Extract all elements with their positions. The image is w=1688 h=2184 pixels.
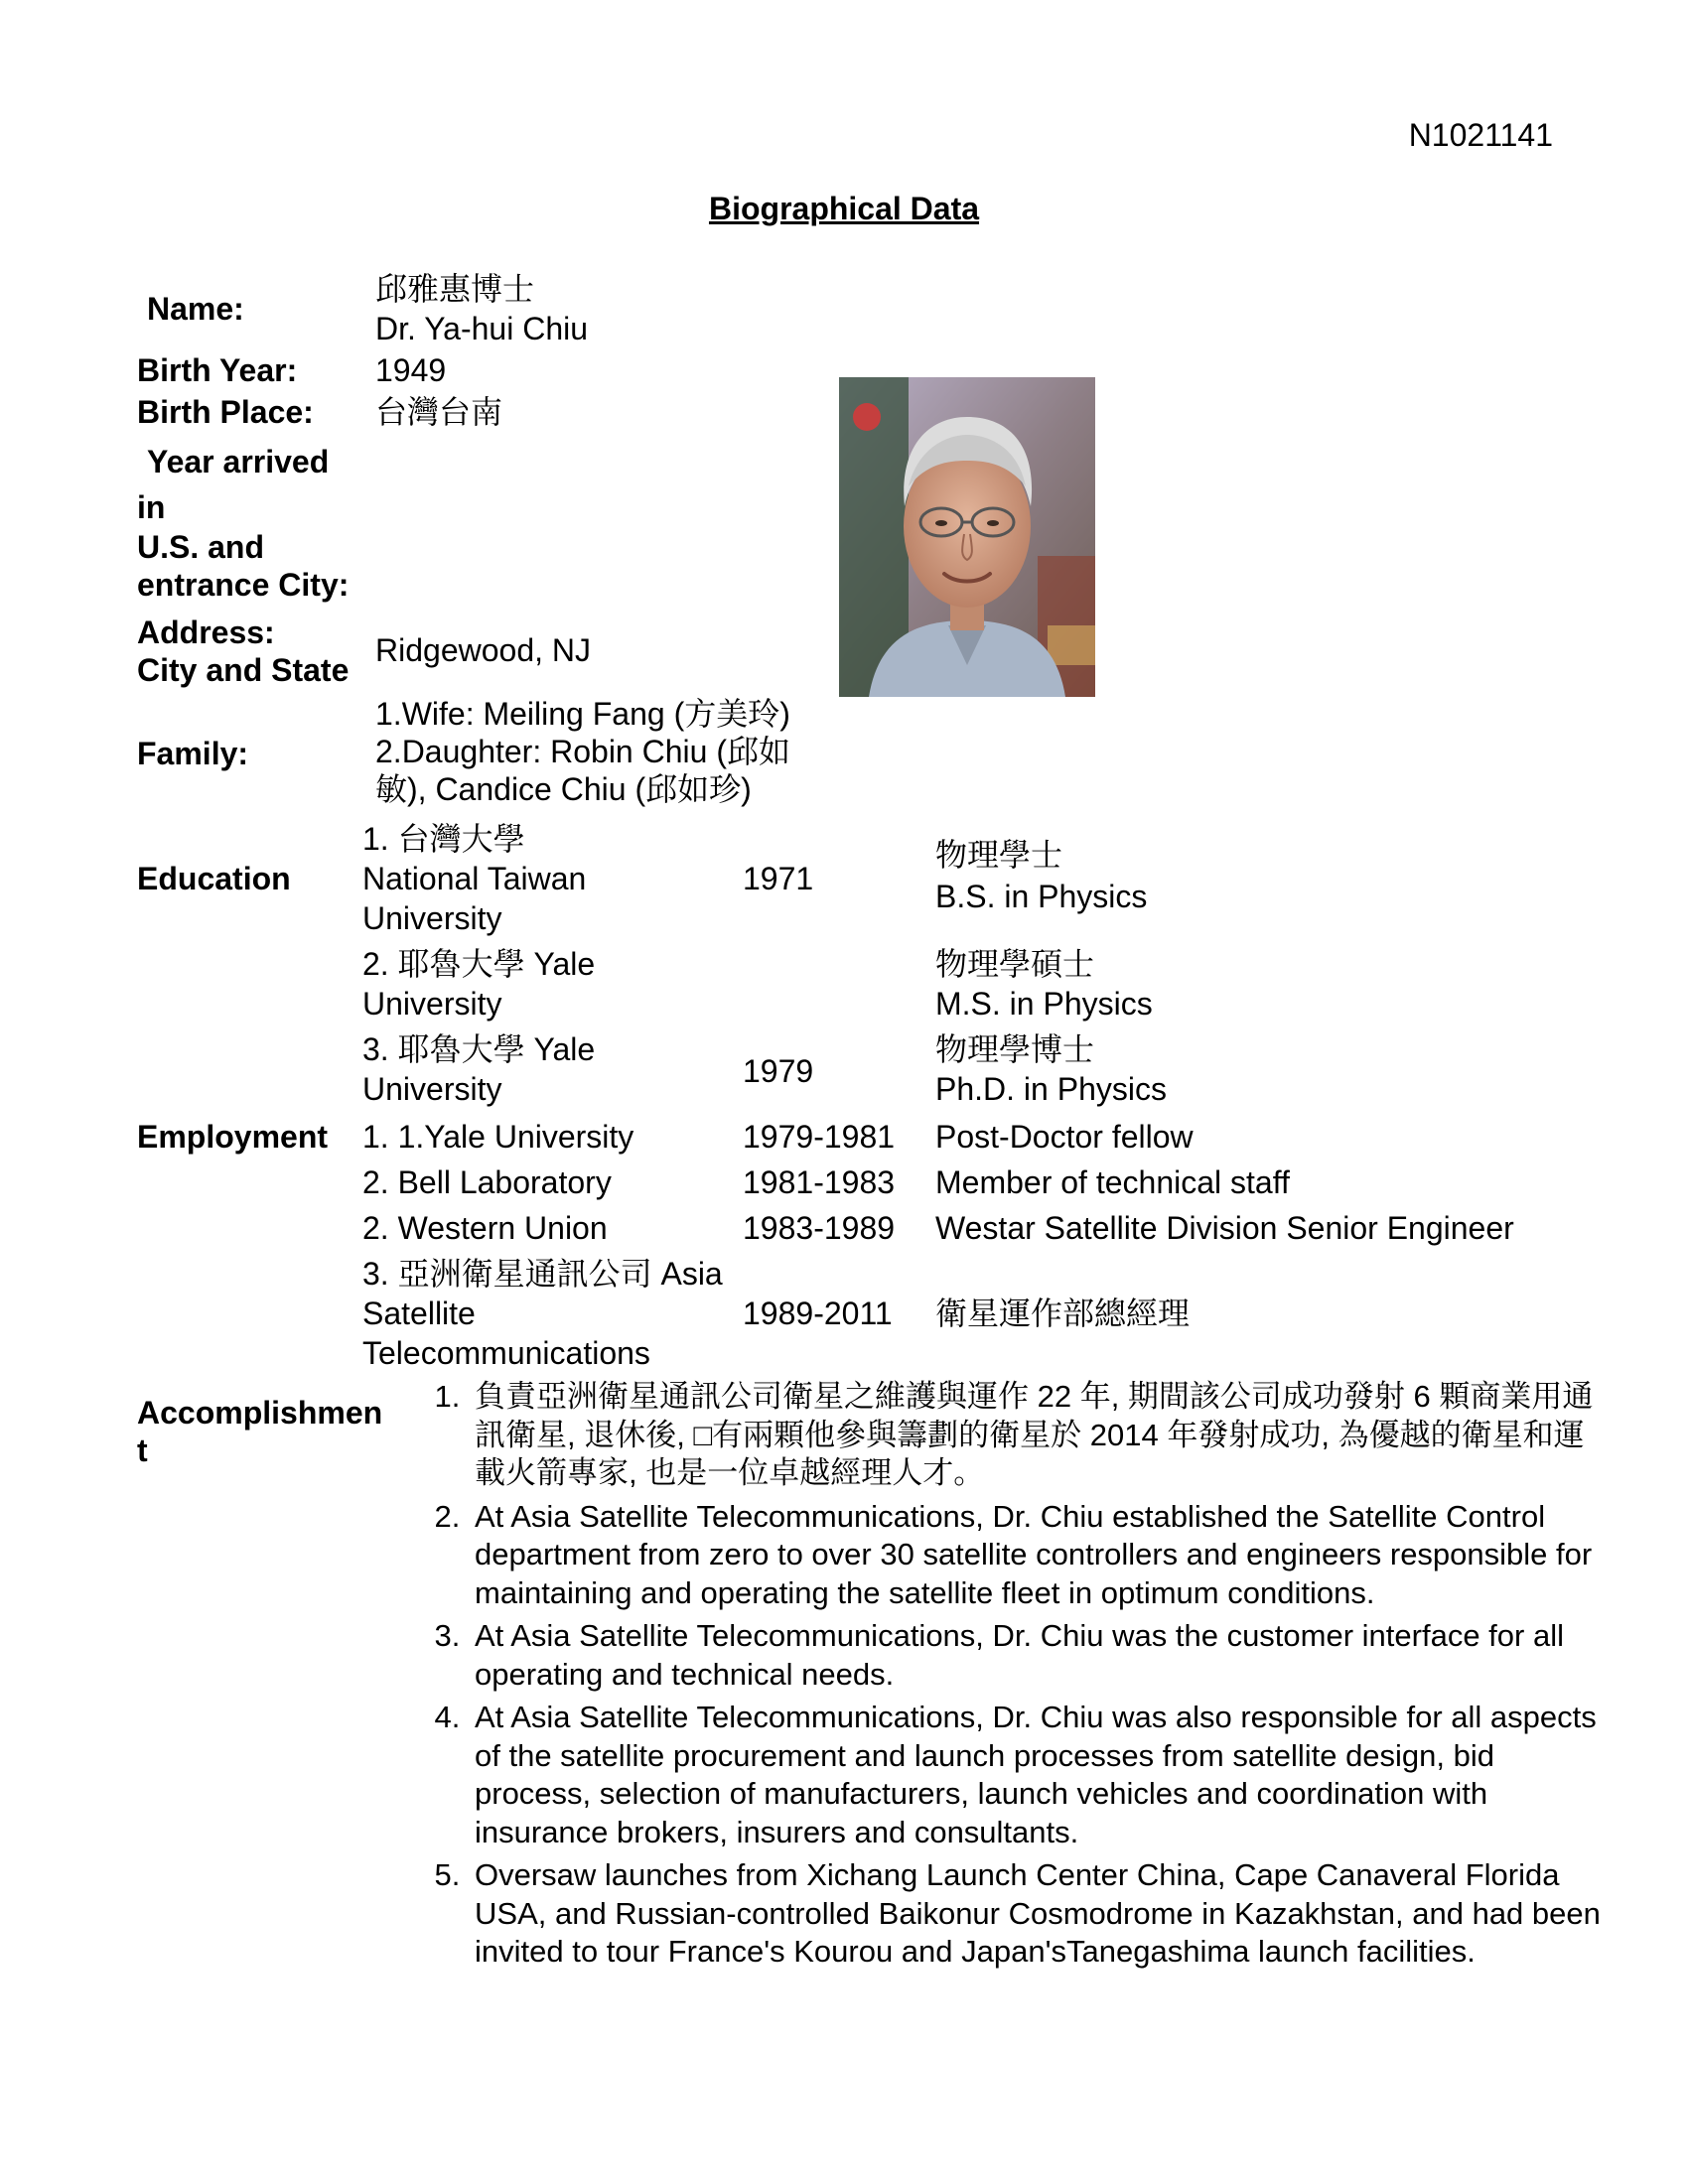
accomplishment-label: Accomplishmen — [137, 1395, 383, 1431]
employment-org: 2. Western Union — [362, 1210, 608, 1246]
education-school: University — [362, 900, 502, 936]
year-arrived-label: entrance City: — [137, 567, 350, 603]
employment-org: 3. 亞洲衛星通訊公司 Asia — [362, 1256, 723, 1292]
family-line: 2.Daughter: Robin Chiu (邱如 — [375, 734, 790, 769]
portrait-photo — [839, 377, 1095, 697]
employment-position: Member of technical staff — [935, 1164, 1290, 1200]
address-label: Address: — [137, 614, 275, 650]
employment-org: Satellite — [362, 1296, 476, 1331]
document-id: N1021141 — [1408, 117, 1553, 153]
employment-position: Post-Doctor fellow — [935, 1119, 1194, 1155]
education-school: 2. 耶魯大學 Yale — [362, 946, 596, 982]
education-school: University — [362, 986, 502, 1022]
employment-label: Employment — [137, 1119, 329, 1155]
birth-year-value: 1949 — [375, 352, 447, 388]
accomplishment-list — [427, 1378, 1611, 1977]
page-title: Biographical Data — [708, 191, 980, 226]
education-year: 1979 — [743, 1053, 814, 1089]
year-arrived-label: Year arrived — [147, 444, 330, 479]
education-school: 3. 耶魯大學 Yale — [362, 1031, 596, 1067]
education-degree: 物理學碩士 — [935, 946, 1095, 982]
employment-years: 1979-1981 — [743, 1119, 896, 1155]
education-year: 1971 — [743, 861, 814, 896]
employment-org: 2. Bell Laboratory — [362, 1164, 612, 1200]
employment-position: 衛星運作部總經理 — [935, 1296, 1191, 1331]
address-label: City and State — [137, 652, 350, 688]
education-degree: 物理學博士 — [935, 1031, 1095, 1067]
family-line: 1.Wife: Meiling Fang (方美玲) — [375, 696, 790, 732]
education-degree: 物理學士 — [935, 837, 1063, 873]
accomplishment-label: t — [137, 1433, 148, 1468]
employment-org: Telecommunications — [362, 1335, 650, 1371]
education-school: National Taiwan — [362, 861, 587, 896]
family-label: Family: — [137, 736, 249, 771]
year-arrived-label: in — [137, 489, 166, 525]
employment-years: 1981-1983 — [743, 1164, 896, 1200]
education-degree: B.S. in Physics — [935, 879, 1148, 914]
education-degree: M.S. in Physics — [935, 986, 1153, 1022]
list-item: 1. 負責亞洲衛星通訊公司衛星之維護與運作 22 年, 期間該公司成功發射 6 顆商業用通訊衛星, 退休後, □有兩顆他參與籌劃的衛星於 2014 年發射成功, 為優越的衛星和運載火箭專家, 也是一位卓越經理人才。 — [469, 1378, 1611, 1493]
name-english: Dr. Ya-hui Chiu — [375, 311, 589, 346]
birth-place-value: 台灣台南 — [375, 394, 503, 430]
education-school: 1. 台灣大學 — [362, 821, 525, 857]
education-degree: Ph.D. in Physics — [935, 1071, 1167, 1107]
education-label: Education — [137, 861, 291, 896]
list-item: 3. At Asia Satellite Telecommunications, Dr. Chiu was the customer interface for all operating and technical needs. — [469, 1617, 1611, 1694]
year-arrived-label: U.S. and — [137, 529, 265, 565]
birth-place-label: Birth Place: — [137, 394, 314, 430]
list-item: 2. At Asia Satellite Telecommunications, Dr. Chiu established the Satellite Control department from zero to over 30 satellite controllers and engineers responsible for maintaining and operating the satellite fleet in optimum conditions. — [469, 1498, 1611, 1613]
family-line: 敏), Candice Chiu (邱如珍) — [375, 771, 752, 807]
list-item: 5. Oversaw launches from Xichang Launch Center China, Cape Canaveral Florida USA, and Russian-controlled Baikonur Cosmodrome in Kazakhstan, and had been invited to tour France's Kourou and Japan'sTanegashima launch facilities. — [469, 1856, 1611, 1972]
employment-years: 1989-2011 — [743, 1296, 893, 1331]
address-value: Ridgewood, NJ — [375, 632, 591, 668]
name-chinese: 邱雅惠博士 — [375, 271, 535, 307]
employment-org: 1. 1.Yale University — [362, 1119, 634, 1155]
birth-year-label: Birth Year: — [137, 352, 298, 388]
employment-position: Westar Satellite Division Senior Engineer — [935, 1210, 1514, 1246]
list-item: 4. At Asia Satellite Telecommunications, Dr. Chiu was also responsible for all aspects of the satellite procurement and launch processes from satellite design, bid process, selection of manufacturers, launch vehicles and coordination with insurance brokers, insurers and consultants. — [469, 1699, 1611, 1851]
education-school: University — [362, 1071, 502, 1107]
employment-years: 1983-1989 — [743, 1210, 896, 1246]
name-label: Name: — [147, 291, 244, 327]
